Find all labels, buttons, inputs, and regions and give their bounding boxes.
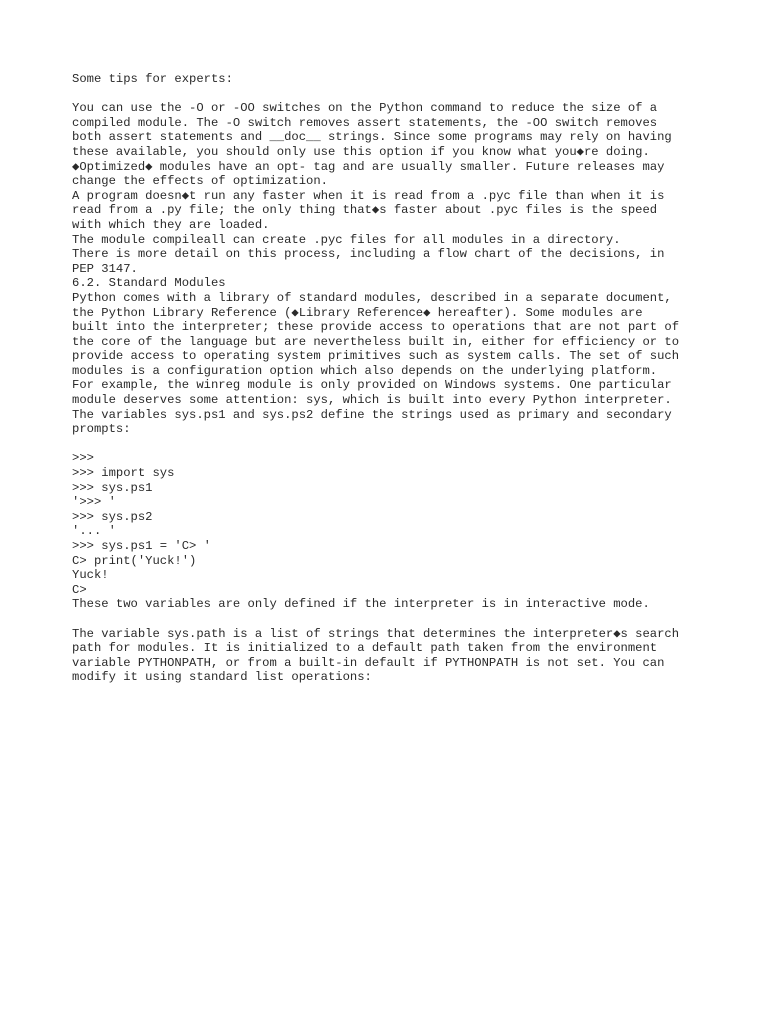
text-line: >>> sys.ps1 [72, 480, 153, 495]
text-line: These two variables are only defined if the interpreter is in interactive mode. [72, 597, 650, 612]
text-line: modify it using standard list operations: [72, 670, 372, 685]
text-line: compiled module. The -O switch removes assert statements, the -OO switch removes [72, 115, 658, 130]
text-line: these available, you should only use this option if you know what you◆re doing. [72, 144, 650, 159]
text-line: Yuck! [72, 568, 109, 583]
text-line: change the effects of optimization. [72, 174, 328, 189]
document-page [72, 72, 712, 685]
text-line: 6.2. Standard Modules [72, 276, 226, 291]
text-line: >>> import sys [72, 466, 175, 481]
text-line: provide access to operating system primitives such as system calls. The set of such [72, 349, 680, 364]
text-line: the core of the language but are nevertheless built in, either for efficiency or to [72, 334, 680, 349]
text-line: the Python Library Reference (◆Library Reference◆ hereafter). Some modules are [72, 305, 643, 320]
text-line: Python comes with a library of standard modules, described in a separate document, [72, 290, 672, 305]
text-line: The variables sys.ps1 and sys.ps2 define the strings used as primary and secondary [72, 407, 672, 422]
text-line: read from a .py file; the only thing that◆s faster about .pyc files is the speed [72, 203, 658, 218]
text-line: >>> sys.ps1 = 'C> ' [72, 539, 211, 553]
text-line: '... ' [72, 524, 116, 539]
text-line: >>> [72, 451, 94, 466]
text-line [72, 437, 712, 452]
text-line: prompts: [72, 422, 131, 437]
text-line: module deserves some attention: sys, which is built into every Python interpreter. [72, 393, 672, 408]
text-line: The variable sys.path is a list of strings that determines the interpreter◆s search [72, 626, 680, 641]
text-line: C> [72, 582, 87, 597]
text-line: For example, the winreg module is only provided on Windows systems. One particular [72, 378, 672, 393]
text-line: C> print('Yuck!') [72, 553, 197, 568]
text-line: path for modules. It is initialized to a default path taken from the environment [72, 641, 658, 656]
text-line: Some tips for experts: [72, 72, 233, 86]
text-line: A program doesn◆t run any faster when it is read from a .pyc file than when it is [72, 188, 665, 203]
text-line: with which they are loaded. [72, 217, 270, 232]
text-line [72, 612, 712, 627]
text-line: both assert statements and __doc__ strings. Since some programs may rely on having [72, 130, 672, 145]
text-line: modules is a configuration option which also depends on the underlying platform. [72, 363, 658, 378]
text-line: '>>> ' [72, 495, 116, 510]
text-line: PEP 3147. [72, 261, 138, 276]
text-line: ◆Optimized◆ modules have an opt- tag and are usually smaller. Future releases may [72, 159, 665, 174]
text-line: The module compileall can create .pyc files for all modules in a directory. [72, 232, 621, 247]
text-line: You can use the -O or -OO switches on the Python command to reduce the size of a [72, 101, 658, 116]
text-line: built into the interpreter; these provide access to operations that are not part of [72, 320, 680, 335]
text-line: >>> sys.ps2 [72, 509, 153, 524]
text-line: There is more detail on this process, including a flow chart of the decisions, in [72, 247, 665, 262]
text-line: variable PYTHONPATH, or from a built-in default if PYTHONPATH is not set. You can [72, 655, 665, 670]
text-line [72, 87, 712, 102]
